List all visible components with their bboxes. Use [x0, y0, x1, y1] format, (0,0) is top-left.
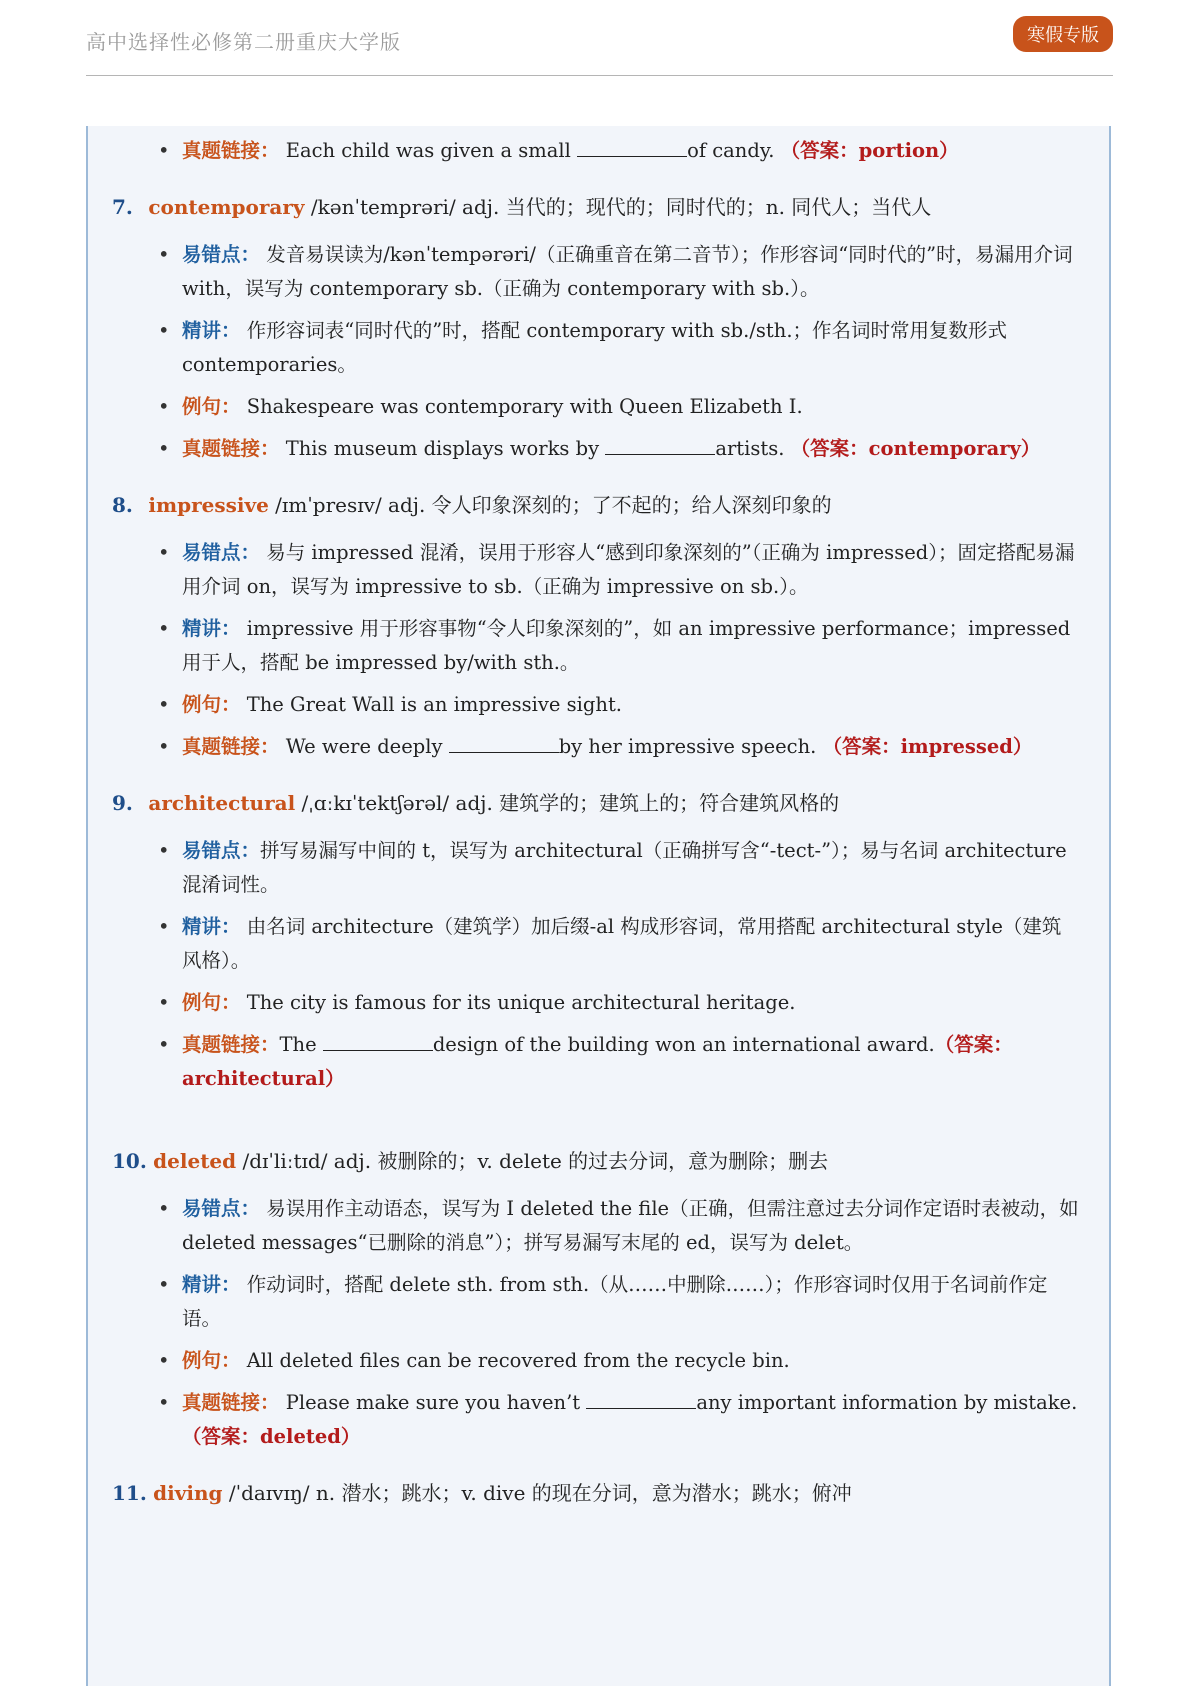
headword: diving [153, 1481, 223, 1505]
exam-text: Please make sure you haven’t [285, 1391, 587, 1414]
exam-label: 真题链接： [182, 1033, 280, 1056]
entry-bullets [158, 834, 1079, 1096]
example-text: The Great Wall is an impressive sight. [246, 693, 622, 716]
answer: （答案：architectural） [182, 1033, 1013, 1090]
exam-text: We were deeply [285, 735, 449, 758]
exam-text: Each child was given a small [285, 139, 578, 162]
error-point [158, 834, 1079, 902]
answer: （答案：deleted） [182, 1425, 361, 1448]
exam-text: design of the building won an international award. [432, 1033, 935, 1056]
error-point [158, 536, 1079, 604]
explain-label: 精讲： [182, 319, 241, 342]
prev-entry-bullets [158, 134, 1079, 168]
example-sentence [158, 1344, 1079, 1378]
example-sentence [158, 688, 1079, 722]
entry-number: 11. [112, 1481, 147, 1505]
headword: contemporary [148, 195, 305, 219]
definition: /kənˈtemprəri/ adj. 当代的；现代的；同时代的；n. 同代人；当代人 [304, 195, 932, 219]
headword: architectural [148, 791, 296, 815]
exam-link [158, 730, 1079, 764]
vocab-entry [88, 1146, 1109, 1454]
example-label: 例句： [182, 1349, 241, 1372]
explanation [158, 314, 1079, 382]
example-text: Shakespeare was contemporary with Queen Elizabeth I. [246, 395, 803, 418]
error-label: 易错点： [182, 1197, 261, 1220]
answer: （答案：contemporary） [790, 437, 1041, 460]
exam-label: 真题链接： [182, 735, 280, 758]
entry-bullets [158, 536, 1079, 764]
example-label: 例句： [182, 991, 241, 1014]
explain-label: 精讲： [182, 1273, 241, 1296]
explain-text: 作动词时，搭配 delete sth. from sth.（从……中删除……）；作形容词时仅用于名词前作定语。 [182, 1273, 1048, 1330]
exam-label: 真题链接： [182, 1391, 280, 1414]
error-point [158, 238, 1079, 306]
error-label: 易错点： [182, 839, 261, 862]
exam-text: artists. [715, 437, 785, 460]
explanation [158, 1268, 1079, 1336]
error-text: 易误用作主动语态，误写为 I deleted the file（正确，但需注意过去分词作定语时表被动，如 deleted messages“已删除的消息”）；拼写易漏写末尾的 ed，误写为 delet。 [182, 1197, 1079, 1254]
exam-link [158, 134, 1079, 168]
example-label: 例句： [182, 693, 241, 716]
vocab-entry [88, 490, 1109, 764]
answer-blank [449, 734, 559, 753]
example-sentence [158, 390, 1079, 424]
answer-blank [323, 1032, 433, 1051]
explain-text: impressive 用于形容事物“令人印象深刻的”，如 an impressive performance；impressed 用于人，搭配 be impressed by/with sth.。 [182, 617, 1071, 674]
explain-text: 由名词 architecture（建筑学）加后缀-al 构成形容词，常用搭配 architectural style（建筑风格）。 [182, 915, 1062, 972]
exam-text: This museum displays works by [285, 437, 606, 460]
entry-head [112, 1146, 1109, 1176]
entry-list [88, 126, 1109, 1508]
vocab-entry [88, 1478, 1109, 1508]
entry-head [112, 788, 1109, 818]
definition: /ɪmˈpresɪv/ adj. 令人印象深刻的；了不起的；给人深刻印象的 [268, 493, 832, 517]
entry-head [112, 490, 1109, 520]
edition-badge: 寒假专版 [1013, 16, 1113, 52]
error-text: 易与 impressed 混淆，误用于形容人“感到印象深刻的”（正确为 impressed）；固定搭配易漏用介词 on，误写为 impressive to sb.（正确为 impressive on sb.）。 [182, 541, 1075, 598]
example-sentence [158, 986, 1079, 1020]
vocab-entry [88, 192, 1109, 466]
exam-link [158, 1386, 1079, 1454]
error-point [158, 1192, 1079, 1260]
example-text: The city is famous for its unique architectural heritage. [246, 991, 796, 1014]
error-label: 易错点： [182, 541, 261, 564]
header-divider [86, 75, 1113, 76]
explain-label: 精讲： [182, 617, 241, 640]
book-title: 高中选择性必修第二册重庆大学版 [86, 30, 401, 54]
entry-number: 10. [112, 1149, 147, 1173]
exam-link [158, 1028, 1079, 1096]
example-label: 例句： [182, 395, 241, 418]
headword: deleted [153, 1149, 237, 1173]
error-label: 易错点： [182, 243, 261, 266]
answer-blank [605, 436, 715, 455]
example-text: All deleted files can be recovered from the recycle bin. [246, 1349, 790, 1372]
vocabulary-panel [86, 126, 1111, 1686]
exam-text: The [279, 1033, 323, 1056]
exam-text: of candy. [687, 139, 775, 162]
entry-number: 7. [112, 195, 133, 219]
page-header [86, 0, 1113, 76]
entry-number: 9. [112, 791, 133, 815]
answer-blank [577, 138, 687, 157]
explain-text: 作形容词表“同时代的”时，搭配 contemporary with sb./sth.；作名词时常用复数形式 contemporaries。 [182, 319, 1008, 376]
answer-blank [586, 1390, 696, 1409]
error-text: 拼写易漏写中间的 t，误写为 architectural（正确拼写含“-tect-”）；易与名词 architecture 混淆词性。 [182, 839, 1067, 896]
definition: /ˌɑːkɪˈtektʃərəl/ adj. 建筑学的；建筑上的；符合建筑风格的 [295, 791, 840, 815]
answer: （答案：impressed） [822, 735, 1033, 758]
entry-bullets [158, 238, 1079, 466]
vocab-entry [88, 788, 1109, 1096]
entry-bullets [158, 1192, 1079, 1454]
exam-label: 真题链接： [182, 437, 280, 460]
headword: impressive [148, 493, 269, 517]
error-text: 发音易误读为/kənˈtempərəri/（正确重音在第二音节）；作形容词“同时代的”时，易漏用介词 with，误写为 contemporary sb.（正确为 contemporary with sb.）。 [182, 243, 1073, 300]
exam-text: any important information by mistake. [696, 1391, 1078, 1414]
definition: /ˈdaɪvɪŋ/ n. 潜水；跳水；v. dive 的现在分词，意为潜水；跳水；俯冲 [222, 1481, 852, 1505]
explanation [158, 612, 1079, 680]
answer: （答案：portion） [780, 139, 959, 162]
exam-link [158, 432, 1079, 466]
definition: /dɪˈliːtɪd/ adj. 被删除的；v. delete 的过去分词，意为删除；删去 [236, 1149, 829, 1173]
entry-head [112, 192, 1109, 222]
explain-label: 精讲： [182, 915, 241, 938]
exam-label: 真题链接： [182, 139, 280, 162]
entry-number: 8. [112, 493, 133, 517]
entry-head [112, 1478, 1109, 1508]
exam-text: by her impressive speech. [558, 735, 817, 758]
explanation [158, 910, 1079, 978]
